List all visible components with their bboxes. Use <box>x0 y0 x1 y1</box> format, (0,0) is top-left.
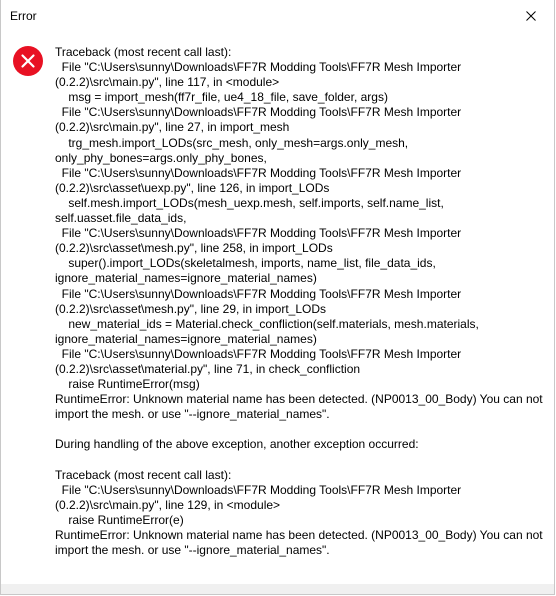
window-title: Error <box>10 9 37 23</box>
title-bar[interactable] <box>1 0 554 32</box>
error-icon <box>12 45 44 77</box>
error-message: Traceback (most recent call last): File "C:\Users\sunny\Downloads\FF7R Modding Tools\FF7R Mesh Importer (0.2.2)\src\main.py", line 117, in <module> msg = import_mesh(ff7r_file, ue4_18_file, save_folder, args) File "C:\Users\sunny\Downloads\FF7R Modding Tools\FF7R Mesh Importer (0.2.2)\src\main.py", line 27, in import_mesh trg_mesh.import_LODs(src_mesh, only_mesh=args.only_mesh, only_phy_bones=args.only_phy_bones, File "C:\Users\sunny\Downloads\FF7R Modding Tools\FF7R Mesh Importer (0.2.2)\src\asset\uexp.py", line 126, in import_LODs self.mesh.import_LODs(mesh_uexp.mesh, self.imports, self.name_list, self.uasset.file_data_ids, File "C:\Users\sunny\Downloads\FF7R Modding Tools\FF7R Mesh Importer (0.2.2)\src\asset\mesh.py", line 258, in import_LODs super().import_LODs(skeletalmesh, imports, name_list, file_data_ids, ignore_material_names=ignore_material_names) File "C:\Users\sunny\Downloads\FF7R Modding Tools\FF7R Mesh Importer (0.2.2)\src\asset\mesh.py", line 29, in import_LODs new_material_ids = Material.check_confliction(self.materials, mesh.materials, ignore_material_names=ignore_material_names) File "C:\Users\sunny\Downloads\FF7R Modding Tools\FF7R Mesh Importer (0.2.2)\src\asset\material.py", line 71, in check_confliction raise RuntimeError(msg) RuntimeError: Unknown material name has been detected. (NP0013_00_Body) You can not import the mesh. or use "--ignore_material_names". During handling of the above exception, another exception occurred: Traceback (most recent call last): File "C:\Users\sunny\Downloads\FF7R Modding Tools\FF7R Mesh Importer (0.2.2)\src\main.py", line 129, in <module> raise RuntimeError(e) RuntimeError: Unknown material name has been detected. (NP0013_00_Body) You can not import the mesh. or use "--ignore_material_names". <box>55 45 543 558</box>
button-area <box>1 584 554 594</box>
close-icon <box>526 11 536 21</box>
close-button[interactable] <box>508 0 554 32</box>
